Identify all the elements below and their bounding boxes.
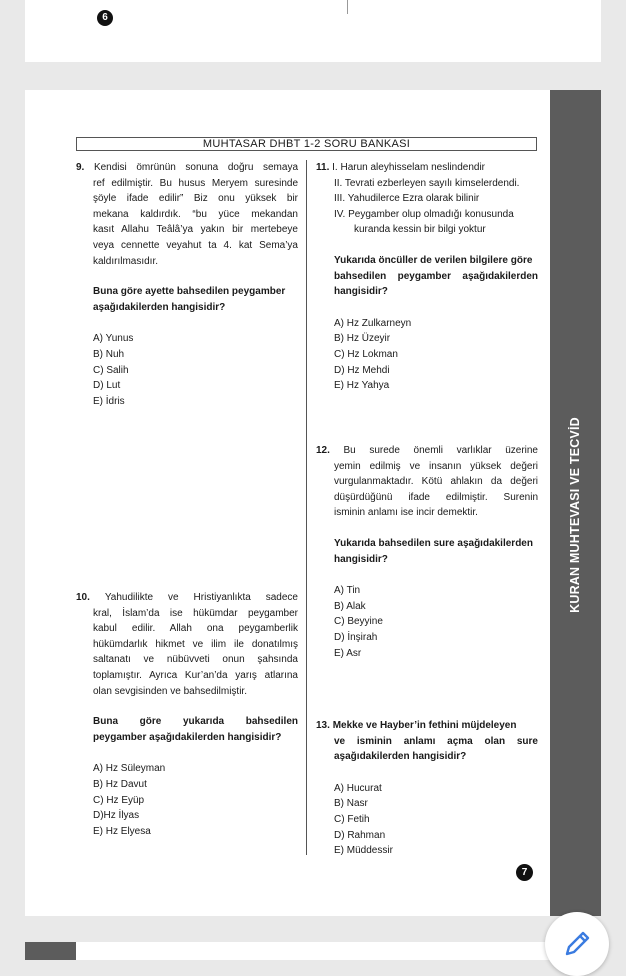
question-prompt: Yukarıda öncüller de verilen bilgilere göre <box>334 254 533 266</box>
page-header: MUHTASAR DHBT 1-2 SORU BANKASI <box>76 137 537 151</box>
answer-option: A) Hz Zulkarneyn <box>334 317 412 329</box>
next-page-band-left <box>25 942 76 960</box>
pencil-icon <box>559 926 595 962</box>
answer-option: B) Alak <box>334 600 366 612</box>
question-text-line: saltanatı ve nübüvveti onun şahsında <box>93 654 298 666</box>
premise: II. Tevrati ezberleyen sayılı kimselerdendi. <box>334 177 520 189</box>
answer-option: C) Beyyine <box>334 616 383 628</box>
question-text-line: olan sevgisinden ve bahsedilmiştir. <box>93 685 247 697</box>
question-prompt: hangisidir? <box>334 553 388 565</box>
question-text-line: kral, İslam’da ise hükümdar peygamber <box>93 607 298 619</box>
chapter-title: KURAN MUHTEVASI VE TECVİD <box>568 417 582 613</box>
previous-page-number: 6 <box>97 10 113 26</box>
answer-option: C) Hz Eyüp <box>93 794 145 806</box>
question-prompt: aşağıdakilerden hangisidir? <box>334 751 467 763</box>
question-prompt: ve isminin anlamı açma olan sure <box>334 735 538 747</box>
question-text-line: kaldırılmasıdır. <box>93 255 159 267</box>
next-page <box>25 942 601 960</box>
answer-option: E) Hz Elyesa <box>93 825 151 837</box>
previous-page-divider <box>347 0 348 14</box>
answer-option: A) Yunus <box>93 333 134 345</box>
answer-option: D)Hz İlyas <box>93 810 140 822</box>
question-prompt: bahsedilen peygamber aşağıdakilerden <box>334 270 538 282</box>
question-9 <box>76 160 298 409</box>
answer-option: C) Hz Lokman <box>334 348 398 360</box>
question-text-line: kabul edilir. Allah ona peygamberlik <box>93 623 298 635</box>
question-text-line: ref edilmiştir. Bu husus Meryem suresinde <box>93 177 298 189</box>
premise: III. Yahudilerce Ezra olarak bilinir <box>334 193 480 205</box>
answer-option: E) Müddessir <box>334 845 393 857</box>
question-12 <box>316 443 538 661</box>
question-13 <box>316 718 538 859</box>
premise: kuranda kessin bir bilgi yoktur <box>354 224 486 236</box>
question-text-line: düşürdüğünü ifade edilmiştir. Surenin <box>334 491 538 503</box>
question-text-line: Bu surede önemli varlıklar üzerine <box>343 445 538 456</box>
question-text-line: vurgulanmaktadır. Kötü ahlakın da değeri <box>334 476 538 488</box>
question-number: 12. <box>316 445 330 456</box>
answer-option: A) Hucurat <box>334 782 382 794</box>
question-text-line: mekana kaldırdık. “bu yüce mekandan <box>93 208 298 220</box>
question-text-line: kasıt Allahu Teâlâ’ya yakın bir mertebeye <box>93 224 298 236</box>
question-prompt: Buna göre ayette bahsedilen peygamber <box>93 286 286 298</box>
premise: I. Harun aleyhisselam neslindendir <box>332 162 485 173</box>
question-number: 10. <box>76 592 90 603</box>
question-text-line: isminin anlamı ise incir demektir. <box>334 507 478 519</box>
answer-option: A) Tin <box>334 585 361 597</box>
answer-option: E) İdris <box>93 395 125 407</box>
answer-option: E) Hz Yahya <box>334 380 390 392</box>
question-prompt: hangisidir? <box>334 286 388 298</box>
question-text-line: veya cennette veyahut ta 4. kat Sema’ya <box>93 239 298 251</box>
question-prompt: peygamber aşağıdakilerden hangisidir? <box>93 731 282 743</box>
answer-option: D) İnşirah <box>334 631 378 643</box>
question-number: 13. <box>316 720 330 731</box>
edit-button[interactable] <box>545 912 609 976</box>
column-divider <box>306 160 307 855</box>
question-10 <box>76 590 298 839</box>
answer-option: A) Hz Süleyman <box>93 763 166 775</box>
answer-option: C) Fetih <box>334 813 370 825</box>
question-prompt: Yukarıda bahsedilen sure aşağıdakilerden <box>334 537 533 549</box>
question-text-line: yemin edilmiş ve insanın yüksek değeri <box>334 460 538 472</box>
question-number: 11. <box>316 162 330 173</box>
question-text-line: hükümdarlık hikmet ve ilim ile donatılmış <box>93 638 298 650</box>
answer-option: D) Rahman <box>334 829 386 841</box>
question-text-line: toplamıştır. Ayrıca Kur’an’da yarış atlarına <box>93 669 298 681</box>
answer-option: B) Nuh <box>93 348 125 360</box>
answer-option: D) Hz Mehdi <box>334 364 390 376</box>
question-prompt: aşağıdakilerden hangisidir? <box>93 301 226 313</box>
answer-option: E) Asr <box>334 647 362 659</box>
question-text-line: şöyle ifade edilir” Biz onu yüksek bir <box>93 193 298 205</box>
question-text-line: Kendisi ömrünün sonuna doğru semaya <box>93 162 299 173</box>
answer-option: C) Salih <box>93 364 129 376</box>
premise: IV. Peygamber olup olmadığı konusunda <box>334 208 514 220</box>
question-text-line: Yahudilikte ve Hristiyanlıkta sadece <box>104 592 298 603</box>
question-number: 9. <box>76 162 85 173</box>
answer-option: B) Hz Üzeyir <box>334 333 391 345</box>
question-11 <box>316 160 538 394</box>
answer-option: B) Nasr <box>334 798 368 810</box>
answer-option: D) Lut <box>93 380 121 392</box>
page-number: 7 <box>516 864 533 881</box>
answer-option: B) Hz Davut <box>93 778 147 790</box>
question-prompt: Mekke ve Hayber’in fethini müjdeleyen <box>332 720 517 731</box>
previous-page <box>25 0 601 62</box>
question-prompt: Buna göre yukarıda bahsedilen <box>93 716 298 728</box>
